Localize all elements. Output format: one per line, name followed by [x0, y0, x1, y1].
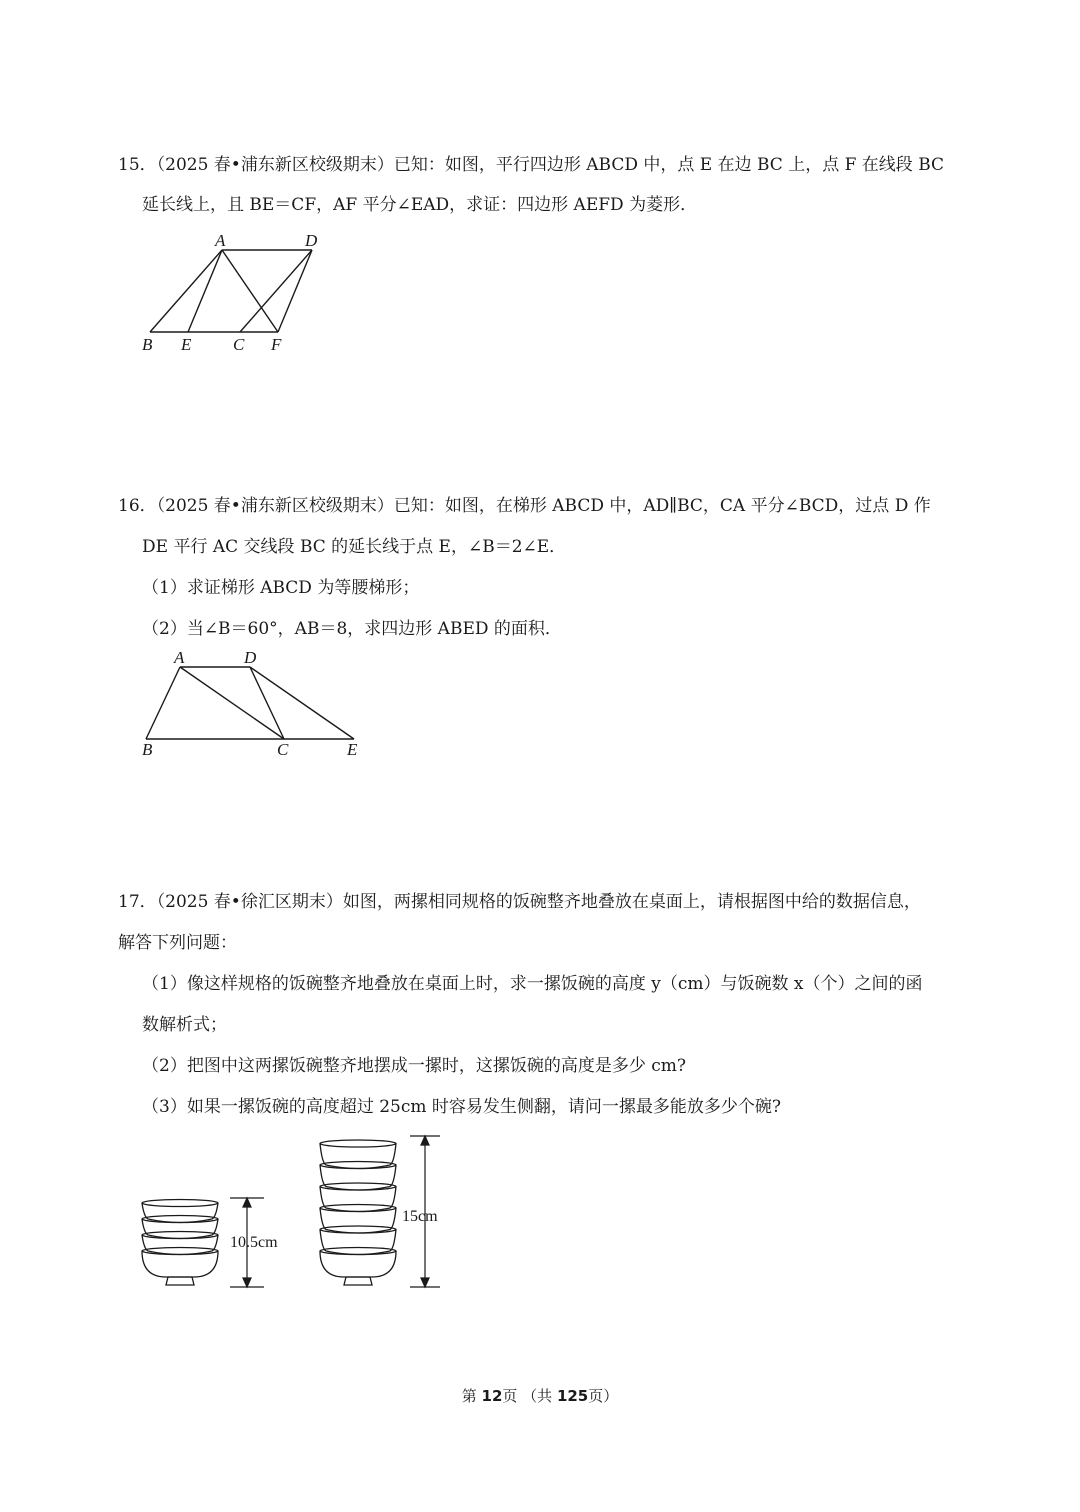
label-A: A	[174, 648, 185, 667]
label-C: C	[233, 335, 245, 354]
label-D: D	[244, 648, 257, 667]
footer-prefix: 第	[461, 1387, 482, 1405]
q17-part-2: （2）把图中这两摞饭碗整齐地摆成一摞时，这摞饭碗的高度是多少 cm?	[142, 1056, 686, 1076]
bowl-base	[344, 1277, 372, 1285]
q16-trapezoid-figure	[130, 645, 380, 765]
bowl-rim	[320, 1183, 396, 1190]
q17-line-2: 解答下列问题：	[118, 933, 237, 953]
q15-line-1: 15．（2025 春•浦东新区校级期末）已知：如图，平行四边形 ABCD 中，点 E 在边 BC 上，点 F 在线段 BC	[118, 155, 945, 175]
bowl-rim	[142, 1232, 218, 1239]
bowl-rim	[320, 1162, 396, 1169]
height-label-large: 15cm	[402, 1208, 438, 1225]
bowl-rim	[320, 1205, 396, 1212]
label-B: B	[142, 335, 153, 354]
q17-line-1: 17．（2025 春•徐汇区期末）如图，两摞相同规格的饭碗整齐地叠放在桌面上，请根据图中给的数据信息，	[118, 892, 921, 912]
bowl-rim	[142, 1216, 218, 1223]
bowl-rim	[320, 1140, 396, 1147]
total-page-count: 125	[556, 1387, 589, 1405]
q15-parallelogram-figure	[130, 228, 340, 358]
q16-part-2: （2）当∠B＝60°，AB＝8，求四边形 ABED 的面积．	[142, 619, 562, 639]
page-footer	[0, 1385, 1080, 1406]
bowl-stack-large	[320, 1140, 396, 1285]
label-F: F	[271, 335, 282, 354]
label-C: C	[277, 740, 289, 759]
label-E: E	[181, 335, 192, 354]
current-page-number: 12	[481, 1387, 503, 1405]
height-label-small: 10.5cm	[230, 1234, 278, 1251]
bowl-stack-small	[142, 1200, 218, 1286]
footer-suffix: 页）	[588, 1387, 619, 1405]
bowl-rim	[142, 1200, 218, 1207]
q15-line-2: 延长线上，且 BE＝CF，AF 平分∠EAD，求证：四边形 AEFD 为菱形．	[142, 195, 698, 215]
bowl-rim	[320, 1248, 396, 1255]
q17-part-1b: 数解析式；	[142, 1015, 227, 1035]
label-A: A	[215, 231, 226, 250]
q17-part-1a: （1）像这样规格的饭碗整齐地叠放在桌面上时，求一摞饭碗的高度 y（cm）与饭碗数 x（个）之间的函	[142, 974, 923, 994]
bowl-rim	[320, 1226, 396, 1233]
q17-part-3: （3）如果一摞饭碗的高度超过 25cm 时容易发生侧翻，请问一摞最多能放多少个碗?	[142, 1097, 782, 1117]
bowl-base	[166, 1277, 194, 1285]
q16-part-1: （1）求证梯形 ABCD 为等腰梯形；	[142, 578, 420, 598]
q17-bowls-figure	[130, 1125, 460, 1295]
label-E: E	[347, 740, 358, 759]
bowl-rim	[142, 1248, 218, 1255]
q16-line-2: DE 平行 AC 交线段 BC 的延长线于点 E，∠B＝2∠E．	[142, 537, 567, 557]
label-B: B	[142, 740, 153, 759]
footer-mid: 页 （共	[502, 1387, 557, 1405]
q16-line-1: 16．（2025 春•浦东新区校级期末）已知：如图，在梯形 ABCD 中，AD∥BC，CA 平分∠BCD，过点 D 作	[118, 496, 931, 516]
label-D: D	[305, 231, 318, 250]
